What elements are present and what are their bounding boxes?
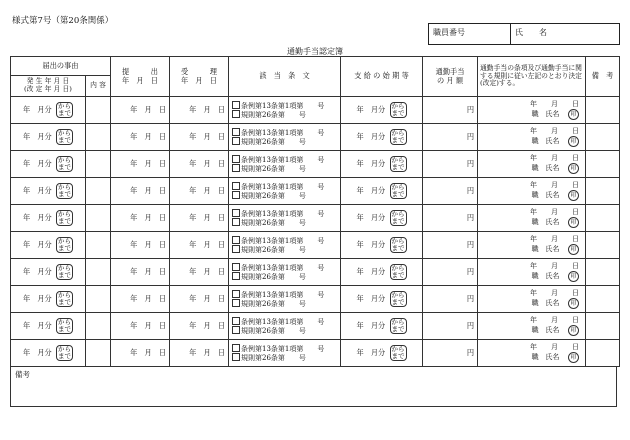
header-applicable-article: 該 当 条 文	[229, 57, 341, 97]
year-month-part: 年 月分	[22, 105, 52, 114]
payment-start-cell[interactable]	[341, 286, 423, 313]
decision-date: 年 月 日	[530, 181, 580, 190]
decision-date: 年 月 日	[530, 316, 580, 325]
receipt-date-cell[interactable]: 年 月 日	[170, 313, 229, 340]
article-cell[interactable]	[229, 340, 341, 367]
article-2-label: 規則第26条第 号	[241, 219, 306, 227]
yen-label: 円	[466, 239, 475, 249]
content-cell[interactable]	[86, 205, 111, 232]
receipt-date-cell[interactable]: 年 月 日	[170, 259, 229, 286]
remarks-cell[interactable]	[586, 286, 620, 313]
year-month-part: 年 月分	[22, 186, 52, 195]
table-row	[11, 232, 620, 259]
name-label: 氏名	[545, 109, 560, 118]
decision-cell[interactable]	[478, 232, 586, 259]
year-month-part: 年 月分	[356, 213, 386, 222]
register-rows	[11, 97, 620, 367]
article-1-label: 条例第13条第1項第 号	[241, 182, 325, 191]
from-label: から	[391, 237, 405, 246]
from-label: から	[391, 102, 405, 111]
from-until-bracket	[56, 183, 73, 199]
article-1-checkbox[interactable]	[232, 344, 240, 352]
remarks-cell[interactable]	[586, 340, 620, 367]
article-1-checkbox[interactable]	[232, 101, 240, 109]
from-until-bracket	[390, 210, 407, 226]
receipt-date-cell[interactable]: 年 月 日	[170, 340, 229, 367]
position-label: 職	[531, 217, 539, 226]
decision-cell[interactable]	[478, 124, 586, 151]
submission-date-cell[interactable]: 年 月 日	[111, 286, 170, 313]
until-label: まで	[58, 298, 72, 306]
article-1-checkbox[interactable]	[232, 263, 240, 271]
year-month-part: 年 月分	[22, 294, 52, 303]
from-until-bracket	[56, 237, 73, 253]
decision-date: 年 月 日	[530, 154, 580, 163]
name-label: 氏名	[545, 217, 560, 226]
article-1-label: 条例第13条第1項第 号	[241, 344, 325, 353]
receipt-date-cell[interactable]: 年 月 日	[170, 97, 229, 124]
table-row	[11, 205, 620, 232]
name-label: 氏名	[545, 298, 560, 307]
article-cell[interactable]	[229, 232, 341, 259]
year-month-part: 年 月分	[356, 132, 386, 141]
table-row	[11, 286, 620, 313]
header-payment-start: 支 給 の 始 期 等	[341, 57, 423, 97]
from-label: から	[58, 183, 72, 192]
article-2-label: 規則第26条第 号	[241, 300, 306, 308]
remarks-cell[interactable]	[586, 313, 620, 340]
article-1-label: 条例第13条第1項第 号	[241, 317, 325, 326]
article-cell[interactable]	[229, 286, 341, 313]
position-label: 職	[531, 271, 539, 280]
article-cell[interactable]	[229, 151, 341, 178]
article-2-checkbox[interactable]	[232, 164, 240, 172]
remarks-cell[interactable]	[586, 97, 620, 124]
from-label: から	[391, 183, 405, 192]
occurrence-cell[interactable]	[11, 313, 86, 340]
submission-date-cell[interactable]: 年 月 日	[111, 151, 170, 178]
position-label: 職	[531, 325, 539, 334]
from-label: から	[58, 129, 72, 138]
article-1-label: 条例第13条第1項第 号	[241, 236, 325, 245]
position-label: 職	[531, 136, 539, 145]
allowance-amount-cell[interactable]	[423, 97, 478, 124]
seal-icon: 印	[568, 244, 579, 255]
yen-label: 円	[466, 212, 475, 222]
remarks-cell[interactable]	[586, 205, 620, 232]
content-cell[interactable]	[86, 259, 111, 286]
year-month-part: 年 月分	[356, 105, 386, 114]
header-receipt-l1: 受 理	[181, 67, 217, 77]
decision-date: 年 月 日	[530, 289, 580, 298]
until-label: まで	[58, 136, 72, 144]
submission-date-cell[interactable]: 年 月 日	[111, 259, 170, 286]
from-label: から	[58, 318, 72, 327]
receipt-date-cell[interactable]: 年 月 日	[170, 178, 229, 205]
payment-start-cell[interactable]	[341, 151, 423, 178]
from-until-bracket	[56, 129, 73, 145]
header-receipt-l2: 年 月 日	[181, 75, 217, 85]
decision-date: 年 月 日	[530, 208, 580, 217]
from-until-bracket	[390, 291, 407, 307]
position-label: 職	[531, 244, 539, 253]
name-label: 氏名	[545, 352, 560, 361]
article-1-checkbox[interactable]	[232, 290, 240, 298]
article-cell[interactable]	[229, 259, 341, 286]
year-month-part: 年 月分	[22, 267, 52, 276]
header-occurrence-l2: (改 定 年 月 日)	[24, 85, 72, 93]
submission-date-cell[interactable]: 年 月 日	[111, 340, 170, 367]
name-label: 氏名	[545, 136, 560, 145]
page-title: 通勤手当認定簿	[287, 47, 343, 56]
from-until-bracket	[390, 129, 407, 145]
seal-icon: 印	[568, 271, 579, 282]
content-cell[interactable]	[86, 151, 111, 178]
allowance-amount-cell[interactable]	[423, 205, 478, 232]
remarks-cell[interactable]	[586, 124, 620, 151]
until-label: まで	[58, 352, 72, 360]
article-1-label: 条例第13条第1項第 号	[241, 290, 325, 299]
article-2-checkbox[interactable]	[232, 299, 240, 307]
allowance-amount-cell[interactable]	[423, 340, 478, 367]
receipt-date-cell[interactable]: 年 月 日	[170, 124, 229, 151]
receipt-date-cell[interactable]: 年 月 日	[170, 205, 229, 232]
decision-cell[interactable]	[478, 205, 586, 232]
submission-date-cell[interactable]: 年 月 日	[111, 205, 170, 232]
from-label: から	[391, 264, 405, 273]
header-submission-l2: 年 月 日	[122, 75, 158, 85]
year-month-part: 年 月分	[22, 159, 52, 168]
position-label: 職	[531, 163, 539, 172]
until-label: まで	[391, 163, 405, 171]
year-month-part: 年 月分	[356, 321, 386, 330]
from-until-bracket	[56, 291, 73, 307]
until-label: まで	[391, 109, 405, 117]
article-1-label: 条例第13条第1項第 号	[241, 263, 325, 272]
article-2-label: 規則第26条第 号	[241, 327, 306, 335]
remarks-cell[interactable]	[586, 232, 620, 259]
decision-date: 年 月 日	[530, 100, 580, 109]
name-label-1: 氏	[515, 28, 523, 37]
remarks-cell[interactable]	[586, 259, 620, 286]
seal-icon: 印	[568, 109, 579, 120]
receipt-date-cell[interactable]: 年 月 日	[170, 151, 229, 178]
article-cell[interactable]	[229, 97, 341, 124]
allowance-register-table	[10, 56, 620, 367]
year-month-part: 年 月分	[22, 213, 52, 222]
remarks-cell[interactable]	[586, 178, 620, 205]
header-allowance-l2: の 月 額	[436, 75, 464, 85]
until-label: まで	[58, 190, 72, 198]
article-2-checkbox[interactable]	[232, 245, 240, 253]
header-submission-l1: 提 出	[122, 67, 158, 77]
from-until-bracket	[56, 210, 73, 226]
name-label: 氏名	[545, 190, 560, 199]
article-2-checkbox[interactable]	[232, 137, 240, 145]
from-until-bracket	[390, 345, 407, 361]
occurrence-cell[interactable]	[11, 205, 86, 232]
name-label: 氏名	[545, 325, 560, 334]
from-until-bracket	[390, 156, 407, 172]
occurrence-cell[interactable]	[11, 286, 86, 313]
until-label: まで	[58, 271, 72, 279]
header-receipt	[170, 57, 229, 97]
from-label: から	[391, 318, 405, 327]
payment-start-cell[interactable]	[341, 205, 423, 232]
from-label: から	[391, 210, 405, 219]
allowance-amount-cell[interactable]	[423, 124, 478, 151]
article-2-checkbox[interactable]	[232, 191, 240, 199]
header-allowance-l1: 通勤手当	[435, 67, 465, 77]
staff-number-label: 職員番号	[429, 24, 511, 44]
allowance-amount-cell[interactable]	[423, 178, 478, 205]
article-2-label: 規則第26条第 号	[241, 192, 306, 200]
article-2-label: 規則第26条第 号	[241, 111, 306, 119]
submission-date-cell[interactable]: 年 月 日	[111, 178, 170, 205]
occurrence-cell[interactable]	[11, 151, 86, 178]
decision-cell[interactable]	[478, 151, 586, 178]
until-label: まで	[58, 109, 72, 117]
year-month-part: 年 月分	[356, 267, 386, 276]
decision-cell[interactable]	[478, 340, 586, 367]
content-cell[interactable]	[86, 178, 111, 205]
from-label: から	[58, 264, 72, 273]
from-label: から	[391, 156, 405, 165]
from-until-bracket	[56, 156, 73, 172]
year-month-part: 年 月分	[356, 348, 386, 357]
staff-info-box	[428, 23, 620, 45]
article-cell[interactable]	[229, 205, 341, 232]
content-cell[interactable]	[86, 232, 111, 259]
submission-date-cell[interactable]: 年 月 日	[111, 124, 170, 151]
decision-date: 年 月 日	[530, 127, 580, 136]
payment-start-cell[interactable]	[341, 178, 423, 205]
allowance-amount-cell[interactable]	[423, 232, 478, 259]
header-notification-reason: 届出の事由	[11, 57, 111, 76]
until-label: まで	[58, 325, 72, 333]
decision-cell[interactable]	[478, 178, 586, 205]
yen-label: 円	[466, 347, 475, 357]
header-occurrence-date	[11, 76, 86, 97]
seal-icon: 印	[568, 136, 579, 147]
from-label: から	[58, 291, 72, 300]
article-cell[interactable]	[229, 313, 341, 340]
article-2-label: 規則第26条第 号	[241, 165, 306, 173]
position-label: 職	[531, 190, 539, 199]
article-1-checkbox[interactable]	[232, 128, 240, 136]
article-2-checkbox[interactable]	[232, 326, 240, 334]
occurrence-cell[interactable]	[11, 232, 86, 259]
year-month-part: 年 月分	[356, 159, 386, 168]
content-cell[interactable]	[86, 286, 111, 313]
article-cell[interactable]	[229, 178, 341, 205]
decision-date: 年 月 日	[530, 262, 580, 271]
name-label-2: 名	[539, 28, 547, 37]
header-remarks: 備 考	[586, 57, 620, 97]
decision-cell[interactable]	[478, 97, 586, 124]
from-label: から	[58, 102, 72, 111]
header-submission	[111, 57, 170, 97]
staff-name-field[interactable]	[511, 24, 619, 44]
remarks-cell[interactable]	[586, 151, 620, 178]
until-label: まで	[58, 244, 72, 252]
article-1-label: 条例第13条第1項第 号	[241, 128, 325, 137]
position-label: 職	[531, 352, 539, 361]
until-label: まで	[391, 352, 405, 360]
article-1-checkbox[interactable]	[232, 209, 240, 217]
seal-icon: 印	[568, 190, 579, 201]
year-month-part: 年 月分	[356, 294, 386, 303]
table-row	[11, 313, 620, 340]
table-row	[11, 124, 620, 151]
from-until-bracket	[390, 264, 407, 280]
occurrence-cell[interactable]	[11, 124, 86, 151]
from-label: から	[391, 129, 405, 138]
from-until-bracket	[390, 237, 407, 253]
seal-icon: 印	[568, 298, 579, 309]
occurrence-cell[interactable]	[11, 178, 86, 205]
decision-cell[interactable]	[478, 259, 586, 286]
article-2-checkbox[interactable]	[232, 353, 240, 361]
payment-start-cell[interactable]	[341, 124, 423, 151]
until-label: まで	[391, 190, 405, 198]
yen-label: 円	[466, 158, 475, 168]
table-row	[11, 97, 620, 124]
yen-label: 円	[466, 131, 475, 141]
until-label: まで	[391, 136, 405, 144]
form-number: 様式第7号（第20条関係）	[12, 16, 114, 26]
year-month-part: 年 月分	[22, 240, 52, 249]
table-row	[11, 340, 620, 367]
position-label: 職	[531, 298, 539, 307]
decision-date: 年 月 日	[530, 235, 580, 244]
position-label: 職	[531, 109, 539, 118]
article-1-label: 条例第13条第1項第 号	[241, 155, 325, 164]
notes-box[interactable]	[10, 366, 617, 407]
until-label: まで	[58, 163, 72, 171]
year-month-part: 年 月分	[22, 132, 52, 141]
article-cell[interactable]	[229, 124, 341, 151]
submission-date-cell[interactable]: 年 月 日	[111, 232, 170, 259]
until-label: まで	[391, 244, 405, 252]
from-until-bracket	[56, 345, 73, 361]
article-2-checkbox[interactable]	[232, 218, 240, 226]
from-label: から	[391, 345, 405, 354]
from-until-bracket	[56, 264, 73, 280]
year-month-part: 年 月分	[22, 321, 52, 330]
header-content: 内 容	[86, 76, 111, 97]
article-2-label: 規則第26条第 号	[241, 354, 306, 362]
until-label: まで	[58, 217, 72, 225]
allowance-amount-cell[interactable]	[423, 151, 478, 178]
from-label: から	[58, 210, 72, 219]
receipt-date-cell[interactable]: 年 月 日	[170, 286, 229, 313]
receipt-date-cell[interactable]: 年 月 日	[170, 232, 229, 259]
from-label: から	[58, 345, 72, 354]
seal-icon: 印	[568, 352, 579, 363]
occurrence-cell[interactable]	[11, 97, 86, 124]
article-2-checkbox[interactable]	[232, 110, 240, 118]
payment-start-cell[interactable]	[341, 313, 423, 340]
occurrence-cell[interactable]	[11, 340, 86, 367]
decision-date: 年 月 日	[530, 343, 580, 352]
occurrence-cell[interactable]	[11, 259, 86, 286]
content-cell[interactable]	[86, 340, 111, 367]
header-occurrence-l1: 発 生 年 月 日	[26, 77, 70, 86]
from-until-bracket	[56, 102, 73, 118]
until-label: まで	[391, 271, 405, 279]
seal-icon: 印	[568, 217, 579, 228]
article-1-checkbox[interactable]	[232, 317, 240, 325]
article-2-label: 規則第26条第 号	[241, 138, 306, 146]
table-row	[11, 178, 620, 205]
from-label: から	[58, 156, 72, 165]
year-month-part: 年 月分	[22, 348, 52, 357]
year-month-part: 年 月分	[356, 240, 386, 249]
table-row	[11, 151, 620, 178]
until-label: まで	[391, 325, 405, 333]
seal-icon: 印	[568, 163, 579, 174]
from-until-bracket	[390, 102, 407, 118]
submission-date-cell[interactable]: 年 月 日	[111, 97, 170, 124]
yen-label: 円	[466, 104, 475, 114]
name-label: 氏名	[545, 244, 560, 253]
from-until-bracket	[390, 318, 407, 334]
from-label: から	[58, 237, 72, 246]
submission-date-cell[interactable]: 年 月 日	[111, 313, 170, 340]
header-decision: 通勤手当の条項及び通勤手当に関する規則に従い左記のとおり決定(改定)する。	[478, 57, 586, 97]
decision-cell[interactable]	[478, 313, 586, 340]
content-cell[interactable]	[86, 124, 111, 151]
article-1-label: 条例第13条第1項第 号	[241, 209, 325, 218]
until-label: まで	[391, 217, 405, 225]
from-label: から	[391, 291, 405, 300]
from-until-bracket	[390, 183, 407, 199]
article-2-label: 規則第26条第 号	[241, 246, 306, 254]
article-1-label: 条例第13条第1項第 号	[241, 101, 325, 110]
yen-label: 円	[466, 185, 475, 195]
until-label: まで	[391, 298, 405, 306]
seal-icon: 印	[568, 325, 579, 336]
article-1-checkbox[interactable]	[232, 182, 240, 190]
year-month-part: 年 月分	[356, 186, 386, 195]
payment-start-cell[interactable]	[341, 340, 423, 367]
article-1-checkbox[interactable]	[232, 236, 240, 244]
article-1-checkbox[interactable]	[232, 155, 240, 163]
decision-cell[interactable]	[478, 286, 586, 313]
allowance-amount-cell[interactable]	[423, 286, 478, 313]
payment-start-cell[interactable]	[341, 259, 423, 286]
content-cell[interactable]	[86, 313, 111, 340]
article-2-checkbox[interactable]	[232, 272, 240, 280]
table-row	[11, 259, 620, 286]
article-2-label: 規則第26条第 号	[241, 273, 306, 281]
header-allowance-amount	[423, 57, 478, 97]
payment-start-cell[interactable]	[341, 97, 423, 124]
yen-label: 円	[466, 266, 475, 276]
name-label: 氏名	[545, 271, 560, 280]
yen-label: 円	[466, 293, 475, 303]
payment-start-cell[interactable]	[341, 232, 423, 259]
notes-label: 備考	[15, 370, 30, 379]
allowance-amount-cell[interactable]	[423, 313, 478, 340]
yen-label: 円	[466, 320, 475, 330]
content-cell[interactable]	[86, 97, 111, 124]
from-until-bracket	[56, 318, 73, 334]
allowance-amount-cell[interactable]	[423, 259, 478, 286]
name-label: 氏名	[545, 163, 560, 172]
